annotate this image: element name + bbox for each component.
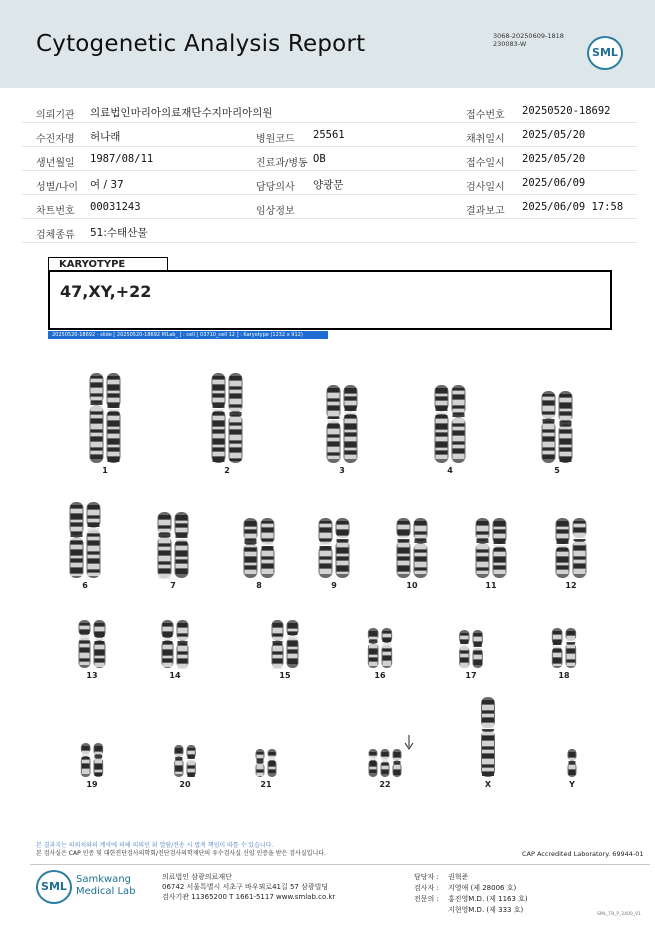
receipt-no-value: 20250520-18692 <box>522 105 611 117</box>
staff-specialist-2: 지현영M.D. (제 333 호) <box>448 906 524 914</box>
chromosome-label: 10 <box>406 581 418 590</box>
chromosome-3 <box>327 385 358 463</box>
chromosome-20 <box>174 745 196 777</box>
chart-no-label: 차트번호 <box>36 206 75 217</box>
staff-contact: 권혁준 <box>448 873 469 881</box>
institution-value: 의료법인마리아의료재단수지마리아의원 <box>90 107 273 119</box>
chromosome-22 <box>369 749 402 777</box>
chromosome-label: 22 <box>379 780 391 789</box>
chromosome-5 <box>542 391 573 463</box>
chromosome-13 <box>79 620 106 668</box>
lab-name <box>76 874 136 898</box>
doctor-label: 담당의사 <box>256 182 295 193</box>
karyogram-image <box>40 345 630 805</box>
clinical-info-label: 임상정보 <box>256 206 295 217</box>
chromosome-19 <box>81 743 103 777</box>
lab-staff <box>414 872 528 916</box>
chromosome-label: 20 <box>179 780 191 789</box>
karyogram <box>40 345 630 805</box>
trisomy-arrow-icon <box>405 735 413 749</box>
footer-note-1: 본 결과지는 의뢰처와의 계약에 의해 의뢰인 외 열람/전송 시 법적 책임이 따를 수 있습니다. <box>36 842 274 849</box>
chromosome-15 <box>272 620 299 669</box>
cap-accreditation: CAP Accredited Laboratory. 69944-01 <box>522 850 644 858</box>
receipt-date-label: 접수일시 <box>466 158 505 169</box>
report-header <box>0 0 655 88</box>
footer-notes <box>36 842 326 858</box>
sex-age-label: 성별/나이 <box>36 182 79 193</box>
dob-label: 생년월일 <box>36 158 75 169</box>
chromosome-label: 13 <box>86 671 98 680</box>
chromosome-label: Y <box>569 780 575 789</box>
staff-tester-label: 검사자 : <box>414 884 439 892</box>
samkwang-logo-mark <box>36 870 72 904</box>
chromosome-17 <box>459 630 483 668</box>
report-code <box>493 32 564 48</box>
chromosome-2 <box>212 373 243 463</box>
info-row <box>22 124 637 147</box>
chromosome-label: 9 <box>331 581 337 590</box>
sml-logo <box>587 36 623 70</box>
chromosome-label: 7 <box>170 581 176 590</box>
staff-tester: 지영애 (제 28006 호) <box>448 884 517 892</box>
chromosome-label: 18 <box>558 671 570 680</box>
lab-name-line1: Samkwang <box>76 874 131 885</box>
chromosome-label: 1 <box>102 466 108 475</box>
institution-label: 의뢰기관 <box>36 110 75 121</box>
staff-specialist-1: 홍진영M.D. (제 1163 호) <box>448 895 528 903</box>
chromosome-label: 8 <box>256 581 262 590</box>
chromosome-label: X <box>484 780 492 789</box>
chromosome-10 <box>397 518 428 578</box>
chromosome-18 <box>552 628 576 668</box>
dob-value: 1987/08/11 <box>90 153 154 165</box>
chromosome-7 <box>158 512 189 579</box>
chromosome-1 <box>90 373 121 463</box>
chromosome-9 <box>319 518 350 578</box>
chromosome-label: 11 <box>485 581 497 590</box>
chromosome-label: 4 <box>447 466 453 475</box>
chromosome-label: 15 <box>279 671 291 680</box>
chromosome-label: 12 <box>565 581 577 590</box>
specimen-label: 검체종류 <box>36 230 75 241</box>
chromosome-8 <box>244 518 275 578</box>
karyotype-image-caption: 20250520-18692 - slide [ 20250520-18692 M1ab_ ] : cell [ 03710_cell 12 ] : Karyotype (1232 x 912) <box>48 331 328 339</box>
karyotype-result: 47,XY,+22 <box>60 282 152 301</box>
staff-specialist-label: 전문의 : <box>414 895 439 903</box>
chromosome-14 <box>162 620 189 669</box>
specimen-value: 51:수태산물 <box>90 227 148 239</box>
chromosome-label: 6 <box>82 581 88 590</box>
chromosome-label: 16 <box>374 671 386 680</box>
karyotype-result-box <box>48 270 612 330</box>
samkwang-logo-text: SML <box>41 880 67 893</box>
samkwang-logo <box>36 870 146 906</box>
patient-label: 수진자명 <box>36 134 75 145</box>
sex-age-value: 여 / 37 <box>90 179 124 191</box>
info-row <box>22 148 637 171</box>
chromosome-11 <box>476 518 507 578</box>
report-title: Cytogenetic Analysis Report <box>36 31 366 57</box>
lab-address-line1: 의료법인 삼광의료재단 <box>162 873 232 881</box>
chromosome-21 <box>256 749 277 777</box>
report-code-line1: 3068-20250609-1818 <box>493 32 564 40</box>
receipt-date-value: 2025/05/20 <box>522 153 586 165</box>
chart-no-value: 00031243 <box>90 201 141 213</box>
collect-date-label: 채취일시 <box>466 134 505 145</box>
hospital-code-label: 병원코드 <box>256 134 295 145</box>
footer-divider <box>30 864 650 865</box>
dept-label: 진료과/병동 <box>256 158 308 169</box>
sml-logo-text: SML <box>592 46 618 59</box>
hospital-code-value: 25561 <box>313 129 345 141</box>
chromosome-6 <box>70 502 101 578</box>
patient-value: 허나래 <box>90 131 121 143</box>
exam-date-value: 2025/06/09 <box>522 177 586 189</box>
chromosome-12 <box>556 518 587 578</box>
info-row <box>22 196 637 219</box>
lab-name-line2: Medical Lab <box>76 886 136 897</box>
chromosome-label: 21 <box>260 780 272 789</box>
info-row <box>22 172 637 195</box>
chromosome-label: 2 <box>224 466 230 475</box>
chromosome-label: 5 <box>554 466 560 475</box>
info-row <box>22 100 637 123</box>
receipt-no-label: 접수번호 <box>466 110 505 121</box>
chromosome-Y <box>568 749 577 777</box>
report-code-line2: 230083-W <box>493 40 527 48</box>
chromosome-label: 17 <box>465 671 477 680</box>
lab-address <box>162 872 335 902</box>
staff-contact-label: 담당자 : <box>414 873 439 881</box>
info-row <box>22 220 637 243</box>
chromosome-label: 19 <box>86 780 98 789</box>
report-date-label: 결과보고 <box>466 206 505 217</box>
lab-address-line3: 검사기관 11365200 T 1661-5117 www.smlab.co.kr <box>162 893 336 901</box>
chromosome-4 <box>435 385 466 463</box>
form-code: SML_T8_P_2400_V1 <box>597 912 641 917</box>
karyotype-label: KARYOTYPE <box>48 257 168 271</box>
dept-value: OB <box>313 153 326 165</box>
chromosome-16 <box>368 628 392 668</box>
footer-note-2: 본 검사실은 CAP 인증 및 대한진단검사의학회/진단검사의학재단의 우수검사실 신임 인증을 받은 검사실입니다. <box>36 850 326 857</box>
exam-date-label: 검사일시 <box>466 182 505 193</box>
lab-address-line2: 06742 서울특별시 서초구 바우뫼로41길 57 삼광빌딩 <box>162 883 329 891</box>
report-date-value: 2025/06/09 17:58 <box>522 201 624 213</box>
doctor-value: 양광문 <box>313 179 344 191</box>
collect-date-value: 2025/05/20 <box>522 129 586 141</box>
chromosome-label: 3 <box>339 466 345 475</box>
chromosome-label: 14 <box>169 671 181 680</box>
chromosome-X <box>481 697 495 777</box>
